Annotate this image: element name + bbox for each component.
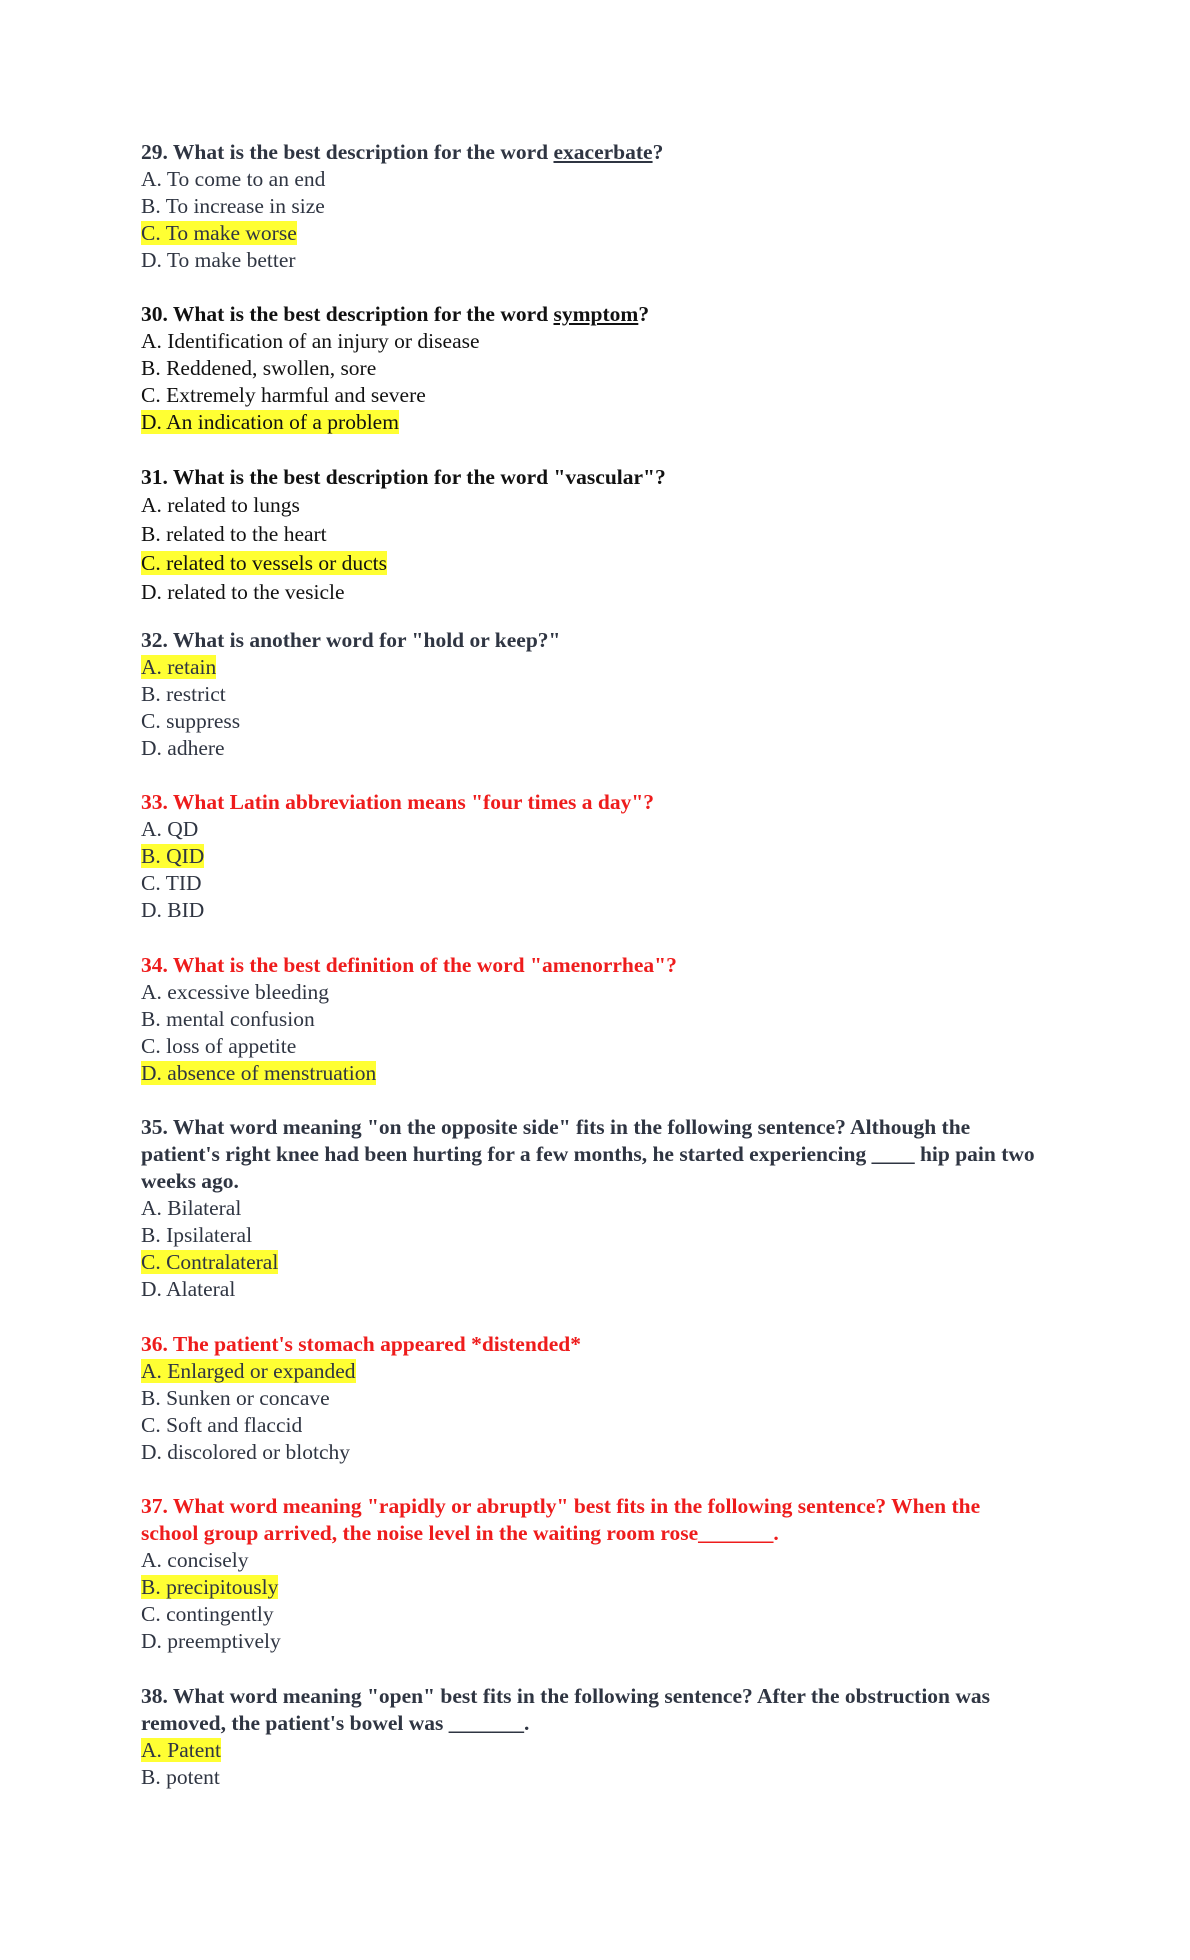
- question-text: 33. What Latin abbreviation means "four times a day"?: [141, 790, 655, 814]
- question-title: [141, 301, 1041, 328]
- answer-option: [141, 1358, 1041, 1385]
- answer-option: [141, 1385, 1041, 1412]
- question-q32: [141, 627, 1041, 762]
- question-q35: [141, 1114, 1041, 1303]
- answer-text: D. BID: [141, 898, 205, 922]
- question-q29: [141, 139, 1041, 274]
- question-text: 35. What word meaning "on the opposite side" fits in the following sentence? Although the patient's right knee had been hurting for a few months, he started experiencing ____ hip pain two weeks ago.: [141, 1115, 1035, 1193]
- answer-option: [141, 220, 1041, 247]
- question-title: [141, 789, 1041, 816]
- answer-option: [141, 1601, 1041, 1628]
- question-text: ?: [652, 140, 664, 164]
- question-title: [141, 627, 1041, 654]
- question-q30: [141, 301, 1041, 436]
- question-text: What is the best description for the word: [172, 302, 554, 326]
- answer-text: A. related to lungs: [141, 493, 300, 517]
- correct-answer-highlight: C. Contralateral: [141, 1250, 279, 1274]
- question-q37: [141, 1493, 1041, 1655]
- answer-text: C. Soft and flaccid: [141, 1413, 303, 1437]
- answer-text: B. To increase in size: [141, 194, 325, 218]
- question-q34: [141, 952, 1041, 1087]
- answer-text: C. contingently: [141, 1602, 274, 1626]
- answer-option: [141, 1006, 1041, 1033]
- correct-answer-highlight: B. precipitously: [141, 1575, 279, 1599]
- answer-option: [141, 549, 1041, 578]
- answer-text: D. adhere: [141, 736, 225, 760]
- correct-answer-highlight: B. QID: [141, 844, 205, 868]
- question-title: [141, 1114, 1041, 1195]
- answer-option: [141, 735, 1041, 762]
- answer-option: [141, 870, 1041, 897]
- question-text: ?: [638, 302, 650, 326]
- answer-text: A. excessive bleeding: [141, 980, 330, 1004]
- answer-option: [141, 1547, 1041, 1574]
- answer-text: B. Ipsilateral: [141, 1223, 253, 1247]
- question-text: 29. What is the best description for the word: [141, 140, 554, 164]
- correct-answer-highlight: A. Patent: [141, 1738, 222, 1762]
- question-q31: [141, 464, 1041, 607]
- question-q33: [141, 789, 1041, 924]
- correct-answer-highlight: A. Enlarged or expanded: [141, 1359, 356, 1383]
- answer-option: [141, 328, 1041, 355]
- correct-answer-highlight: D. An indication of a problem: [141, 410, 399, 434]
- question-q38: [141, 1683, 1041, 1791]
- answer-text: D. preemptively: [141, 1629, 281, 1653]
- answer-text: B. restrict: [141, 682, 226, 706]
- answer-text: C. TID: [141, 871, 202, 895]
- answer-option: [141, 520, 1041, 549]
- answer-text: A. To come to an end: [141, 167, 326, 191]
- question-title: [141, 952, 1041, 979]
- answer-option: [141, 1737, 1041, 1764]
- answer-option: [141, 578, 1041, 607]
- answer-text: C. Extremely harmful and severe: [141, 383, 426, 407]
- answer-text: D. Alateral: [141, 1277, 236, 1301]
- answer-text: D. discolored or blotchy: [141, 1440, 350, 1464]
- answer-option: [141, 382, 1041, 409]
- question-q36: [141, 1331, 1041, 1466]
- answer-text: D. related to the vesicle: [141, 580, 345, 604]
- answer-option: [141, 654, 1041, 681]
- answer-option: [141, 1222, 1041, 1249]
- question-title: [141, 1683, 1041, 1737]
- question-title: [141, 139, 1041, 166]
- answer-option: [141, 1412, 1041, 1439]
- answer-option: [141, 1439, 1041, 1466]
- question-text: 32. What is another word for "hold or keep?": [141, 628, 561, 652]
- answer-option: [141, 708, 1041, 735]
- question-text: 31. What is the best description for the word "vascular"?: [141, 465, 666, 489]
- answer-option: [141, 166, 1041, 193]
- answer-text: A. Identification of an injury or disease: [141, 329, 480, 353]
- answer-option: [141, 681, 1041, 708]
- answer-option: [141, 843, 1041, 870]
- answer-text: B. Reddened, swollen, sore: [141, 356, 377, 380]
- answer-option: [141, 979, 1041, 1006]
- answer-option: [141, 193, 1041, 220]
- answer-text: C. suppress: [141, 709, 241, 733]
- question-text: 30.: [141, 302, 173, 326]
- underlined-term: symptom: [553, 302, 639, 326]
- question-text: 36. The patient's stomach appeared *distended*: [141, 1332, 582, 1356]
- answer-option: [141, 1276, 1041, 1303]
- answer-option: [141, 1060, 1041, 1087]
- question-text: 38. What word meaning "open" best fits in the following sentence? After the obstruction was removed, the patient's bowel was _______.: [141, 1684, 991, 1735]
- answer-option: [141, 1628, 1041, 1655]
- answer-option: [141, 1574, 1041, 1601]
- answer-text: A. Bilateral: [141, 1196, 242, 1220]
- answer-option: [141, 1249, 1041, 1276]
- question-title: [141, 1493, 1041, 1547]
- answer-option: [141, 355, 1041, 382]
- question-title: [141, 1331, 1041, 1358]
- answer-text: A. concisely: [141, 1548, 249, 1572]
- answer-option: [141, 897, 1041, 924]
- answer-text: D. To make better: [141, 248, 296, 272]
- question-text: 37. What word meaning "rapidly or abruptly" best fits in the following sentence? When the school group arrived, the noise level in the waiting room rose_______.: [141, 1494, 981, 1545]
- correct-answer-highlight: C. related to vessels or ducts: [141, 551, 388, 575]
- correct-answer-highlight: C. To make worse: [141, 221, 297, 245]
- answer-text: B. mental confusion: [141, 1007, 315, 1031]
- answer-option: [141, 247, 1041, 274]
- answer-text: B. related to the heart: [141, 522, 327, 546]
- answer-text: C. loss of appetite: [141, 1034, 297, 1058]
- answer-option: [141, 1195, 1041, 1222]
- question-text: 34. What is the best definition of the word "amenorrhea"?: [141, 953, 677, 977]
- answer-option: [141, 1764, 1041, 1791]
- answer-option: [141, 491, 1041, 520]
- correct-answer-highlight: A. retain: [141, 655, 217, 679]
- answer-text: B. Sunken or concave: [141, 1386, 330, 1410]
- underlined-term: exacerbate: [553, 140, 653, 164]
- answer-option: [141, 1033, 1041, 1060]
- correct-answer-highlight: D. absence of menstruation: [141, 1061, 377, 1085]
- answer-text: B. potent: [141, 1765, 220, 1789]
- answer-option: [141, 816, 1041, 843]
- answer-text: A. QD: [141, 817, 199, 841]
- question-title: [141, 464, 1041, 491]
- answer-option: [141, 409, 1041, 436]
